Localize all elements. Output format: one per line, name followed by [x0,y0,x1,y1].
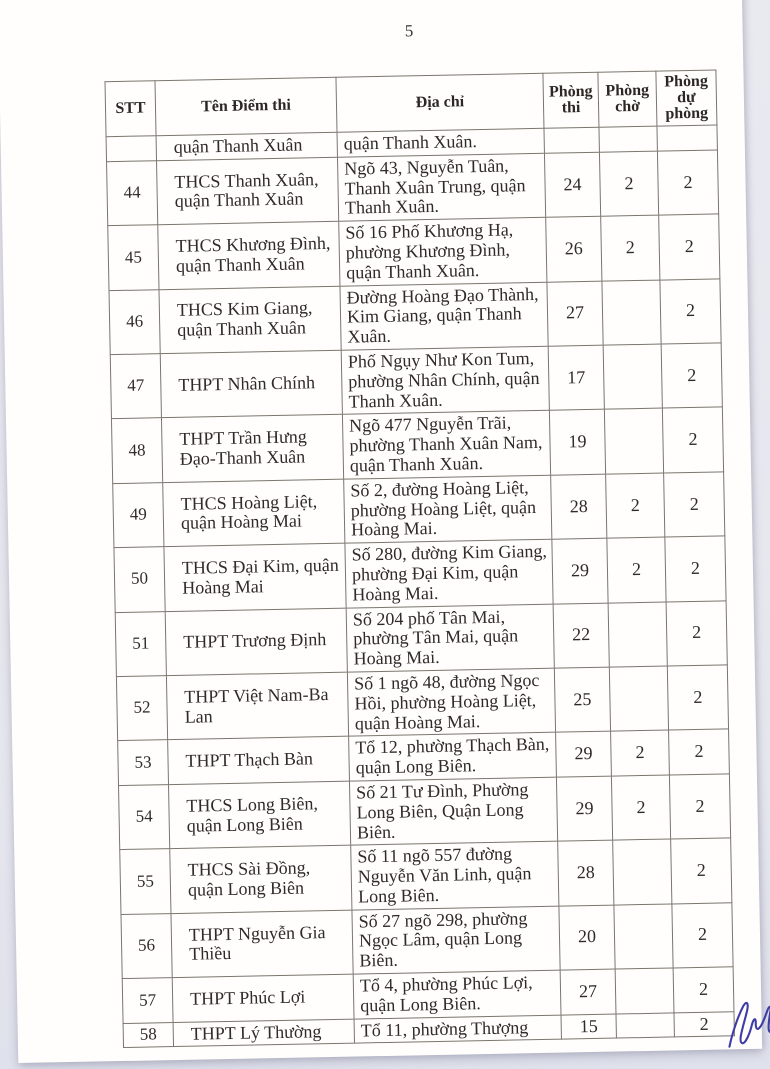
stt-cell: 50 [114,547,165,612]
table-row [116,665,728,741]
column-header: Địa chỉ [336,73,544,132]
phong-cho-cell [613,839,672,904]
phong-du-phong-cell: 2 [665,536,726,602]
address-cell: Số 204 phố Tân Mai, phường Tân Mai, quận Hoàng Mai. [346,604,554,672]
table-row [114,536,726,612]
phong-du-phong-cell: 2 [671,838,732,904]
phong-thi-cell: 27 [547,281,603,346]
site-name-cell: THCS Sài Đồng, quận Long Biên [170,845,352,913]
phong-du-phong-cell: 2 [661,343,722,409]
phong-thi-cell: 29 [556,731,612,777]
site-name-cell: THCS Đại Kim, quận Hoàng Mai [164,543,346,611]
site-name-cell: THPT Phúc Lợi [172,974,354,1022]
table-row [111,407,723,483]
site-name-cell: THPT Lý Thường [173,1019,354,1047]
phong-thi-cell: 28 [558,840,614,905]
stt-cell: 55 [120,849,171,914]
stt-cell: 53 [118,740,169,786]
phong-du-phong-cell: 2 [669,774,730,840]
address-cell: Số 280, đường Kim Giang, phường Đại Kim, quận Hoàng Mai. [345,539,553,607]
stt-cell: 44 [107,161,158,226]
phong-du-phong-cell: 2 [666,600,727,666]
column-header: Phòng thi [543,72,599,128]
site-name-cell: THPT Nhân Chính [160,350,342,418]
phong-du-phong-cell: 2 [669,729,730,775]
table-row [113,472,725,548]
exam-sites-table [104,69,734,1048]
table-row [110,343,722,419]
stt-cell: 52 [116,676,167,741]
column-header: Phòng chờ [598,71,657,127]
table-row [119,774,731,850]
stt-cell: 49 [113,482,164,547]
site-name-cell: THCS Hoàng Liệt, quận Hoàng Mai [163,479,345,547]
stt-cell: 57 [122,978,173,1024]
site-name-cell: quận Thanh Xuân [156,132,337,160]
phong-du-phong-cell: 2 [657,150,718,216]
phong-thi-cell: 27 [560,969,616,1015]
column-header: Tên Điểm thi [155,77,337,135]
address-cell: Số 11 ngõ 557 đường Nguyễn Văn Linh, quận Long Biên. [351,841,559,909]
address-cell: Số 1 ngõ 48, đường Ngọc Hồi, phường Hoàng Liệt, quận Hoàng Mai. [347,668,555,736]
address-cell: Ngõ 43, Nguyễn Tuân, Thanh Xuân Trung, quận Thanh Xuân. [337,153,545,221]
address-cell: Đường Hoàng Đạo Thành, Kim Giang, quận Thanh Xuân. [340,282,548,350]
stt-cell: 56 [121,913,172,978]
phong-cho-cell [603,344,662,409]
phong-thi-cell: 20 [559,905,615,970]
phong-du-phong-cell: 2 [659,214,720,280]
phong-thi-cell: 19 [549,410,605,475]
phong-cho-cell: 2 [607,537,666,602]
table-row [108,214,720,290]
table-row [120,838,732,914]
stt-cell [106,136,156,162]
address-cell: Số 16 Phố Khương Hạ, phường Khương Đình, quận Thanh Xuân. [339,217,547,285]
phong-thi-cell: 15 [561,1014,616,1040]
site-name-cell: THPT Trương Định [165,608,347,676]
site-name-cell: THCS Khương Đình, quận Thanh Xuân [158,221,340,289]
phong-thi-cell: 22 [553,603,609,668]
stt-cell: 54 [119,785,170,850]
address-cell: Phố Ngụy Như Kon Tum, phường Nhân Chính, quận Thanh Xuân. [341,346,549,414]
phong-cho-cell [602,280,661,345]
site-name-cell: THCS Long Biên, quận Long Biên [169,781,351,849]
phong-cho-cell [615,968,674,1014]
table-row [107,150,719,226]
phong-du-phong-cell: 2 [667,665,728,731]
phong-thi-cell: 28 [551,474,607,539]
site-name-cell: THPT Thạch Bàn [168,736,350,784]
stt-cell: 48 [111,418,162,483]
address-cell: Tổ 12, phường Thạch Bàn, quận Long Biên. [349,732,557,781]
phong-cho-cell: 2 [599,151,658,216]
site-name-cell: THPT Nguyễn Gia Thiều [171,910,353,978]
phong-du-phong-cell: 2 [673,967,734,1013]
address-cell: Tổ 11, phường Thượng [354,1015,561,1044]
stt-cell: 51 [115,611,166,676]
phong-cho-cell [614,904,673,969]
address-cell: Số 21 Tư Đình, Phường Long Biên, Quận Long Biên. [349,777,557,845]
site-name-cell: THCS Thanh Xuân, quận Thanh Xuân [157,157,339,225]
phong-cho-cell: 2 [611,775,670,840]
phong-cho-cell [604,408,663,473]
stt-cell: 47 [110,354,161,419]
phong-cho-cell: 2 [611,730,670,776]
phong-thi-cell: 29 [552,538,608,603]
site-name-cell: THPT Việt Nam-Ba Lan [166,672,348,740]
page-number: 5 [404,21,414,41]
phong-du-phong-cell: 2 [662,407,723,473]
stt-cell: 46 [109,289,160,354]
table-row [109,279,721,355]
stt-cell: 45 [108,225,159,290]
address-cell: Số 27 ngõ 298, phường Ngọc Lâm, quận Long Biên. [352,906,560,974]
site-name-cell: THCS Kim Giang, quận Thanh Xuân [159,286,341,354]
phong-cho-cell [599,126,657,152]
phong-cho-cell: 2 [601,215,660,280]
table-row [115,600,727,676]
table-row [121,903,733,979]
phong-thi-cell: 25 [554,667,610,732]
phong-du-phong-cell: 2 [660,279,721,345]
phong-thi-cell: 17 [548,345,604,410]
phong-cho-cell [608,602,667,667]
phong-du-phong-cell: 2 [664,472,725,538]
phong-du-phong-cell [657,125,717,151]
address-cell: quận Thanh Xuân. [337,128,544,157]
phong-du-phong-cell: 2 [674,1011,734,1037]
phong-cho-cell [609,666,668,731]
phong-cho-cell [616,1013,674,1039]
address-cell: Tổ 4, phường Phúc Lợi, quận Long Biên. [353,970,561,1019]
address-cell: Số 2, đường Hoàng Liệt, phường Hoàng Liệt, quận Hoàng Mai. [344,475,552,543]
column-header: Phòng dự phòng [656,70,717,126]
phong-cho-cell: 2 [606,473,665,538]
phong-thi-cell: 26 [546,216,602,281]
stt-cell: 58 [123,1022,173,1048]
phong-thi-cell [544,127,599,153]
column-header: STT [105,81,156,137]
address-cell: Ngõ 477 Nguyễn Trãi, phường Thanh Xuân Nam, quận Thanh Xuân. [342,411,550,479]
phong-thi-cell: 24 [544,152,600,217]
signature-icon [715,993,770,1053]
phong-thi-cell: 29 [556,776,612,841]
phong-du-phong-cell: 2 [672,903,733,969]
site-name-cell: THPT Trần Hưng Đạo-Thanh Xuân [161,415,343,483]
